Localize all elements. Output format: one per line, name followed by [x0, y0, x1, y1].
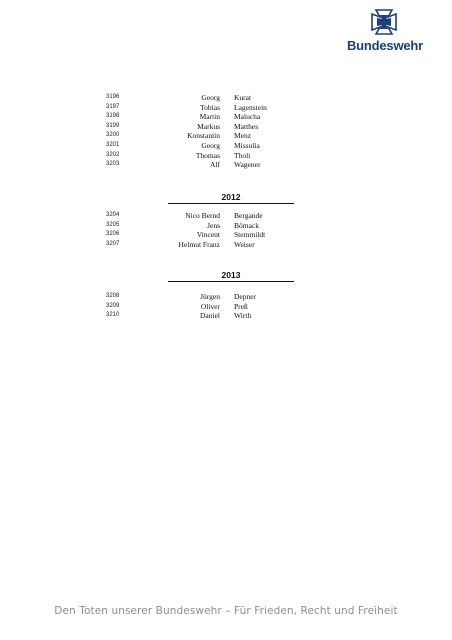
year-heading: 2013 [221, 270, 241, 280]
first-name: Markus [197, 121, 220, 131]
first-name: Nico Bernd [185, 211, 220, 220]
first-name: Daniel [200, 311, 220, 321]
section-2013 [0, 292, 452, 321]
last-name: Tholi [234, 150, 251, 160]
table-row [0, 311, 452, 321]
last-name: Bergande [234, 211, 263, 220]
entry-number: 3204 [106, 212, 120, 218]
table-row [0, 292, 452, 302]
entry-number: 3209 [106, 302, 120, 309]
first-name: Georg [201, 93, 220, 102]
table-row [0, 160, 452, 170]
first-name: Jens [207, 220, 220, 230]
table-row [0, 302, 452, 312]
table-row [0, 93, 452, 103]
table-row [0, 221, 452, 231]
table-row [0, 151, 452, 161]
last-name: Depner [234, 292, 257, 301]
first-name: Martin [199, 112, 220, 122]
last-name: Weiser [234, 239, 255, 249]
first-name: Georg [201, 140, 220, 150]
bundeswehr-logo [330, 8, 440, 52]
last-name: Wirth [234, 311, 252, 321]
table-row [0, 141, 452, 151]
table-row [0, 240, 452, 250]
table-row [0, 131, 452, 141]
entry-number: 3206 [106, 231, 120, 238]
entry-number: 3197 [106, 103, 120, 110]
first-name: Konstantin [187, 131, 220, 141]
entry-number: 3198 [106, 113, 120, 120]
table-row [0, 230, 452, 240]
last-name: Preß [234, 301, 248, 311]
entry-number: 3196 [106, 94, 120, 100]
entry-number: 3200 [106, 132, 120, 139]
first-name: Jürgen [200, 292, 220, 301]
last-name: Stemmildt [234, 230, 266, 240]
year-divider [168, 281, 294, 282]
table-row [0, 122, 452, 132]
entry-number: 3201 [106, 141, 120, 148]
section-2012 [0, 211, 452, 249]
last-name: Wagener [234, 160, 261, 170]
year-divider [168, 203, 294, 204]
entry-number: 3207 [106, 240, 120, 247]
first-name: Thomas [195, 150, 220, 160]
table-row [0, 112, 452, 122]
entry-number: 3208 [106, 293, 120, 299]
table-row [0, 103, 452, 113]
first-name: Alf [210, 160, 220, 170]
first-name: Tobias [200, 102, 220, 112]
first-name: Helmut Franz [178, 239, 220, 249]
last-name: Lagenstein [234, 102, 267, 112]
last-name: Kurat [234, 93, 252, 102]
section-continued [0, 93, 452, 170]
last-name: Menz [234, 131, 252, 141]
entry-number: 3205 [106, 221, 120, 228]
last-name: Malucha [234, 112, 261, 122]
first-name: Vincent [196, 230, 220, 240]
last-name: Missulia [234, 140, 260, 150]
last-name: Matthes [234, 121, 259, 131]
entry-number: 3210 [106, 312, 120, 319]
first-name: Oliver [200, 301, 220, 311]
iron-cross-icon [370, 8, 398, 36]
entry-number: 3199 [106, 122, 120, 129]
table-row [0, 211, 452, 221]
footer-motto: Den Toten unserer Bundeswehr – Für Frieden, Recht und Freiheit [54, 605, 398, 617]
entry-number: 3203 [106, 161, 120, 168]
year-heading: 2012 [221, 192, 241, 202]
logo-wordmark: Bundeswehr [346, 38, 423, 53]
entry-number: 3202 [106, 151, 120, 158]
last-name: Bömack [234, 220, 259, 230]
